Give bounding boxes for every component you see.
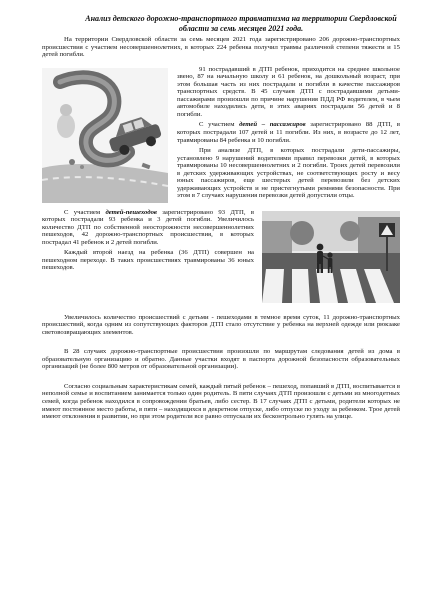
car-crash-illustration xyxy=(42,68,168,203)
emphasis-passengers: детей – пассажиров xyxy=(239,121,306,129)
spacer xyxy=(42,339,400,348)
paragraph-passengers-post: зарегистрировано 88 ДТП, в которых пострадали 107 детей и 11 погибли. Из них, в возрасте до 12 лет, травмированы 84 ребенка и 10 погибли. xyxy=(177,121,400,144)
paragraph-age-groups: 91 пострадавший в ДТП ребенок, приходится на среднее школьное звено, 87 на начальную школу и 61 ребенок, на дошкольный возраст, при этом большая часть из них пострадали и погибли в качестве пассажиров транспортных средств. В 45 случаев ДТП с пострадавшими детьми-пассажирами произошли по причине нарушения ПДД РФ водителем, в чьем автомобиле находились дети, в этих авариях пострадали 56 детей и 8 погибли. xyxy=(177,65,400,118)
paragraph-pedestrians-pre: С участием xyxy=(64,208,106,216)
spacer xyxy=(42,305,400,314)
paragraph-dark-time: Увеличилось количество происшествий с детьми - пешеходами в темное время суток, 11 дорожно-транспортных происшествий, когда одним из сопутствующих факторов ДТП стало отсутствие у ребенка на верхней одежде или рюкзаке световозвращающих элементов. xyxy=(42,313,400,336)
crosswalk-photo xyxy=(262,211,400,303)
paragraph-intro: На территории Свердловской области за семь месяцев 2021 года зарегистрировано 206 дорожно-транспортных происшествия с участием несовершеннолетних, в которых 224 ребенка получил травмы различной степени тяжести и 15 детей погибли. xyxy=(42,36,400,59)
document-page xyxy=(42,14,400,589)
paragraph-school-routes: В 28 случаях дорожно-транспортные происшествия произошли по маршрутам следования детей из дома в образовательную организацию и обратно. Данные участки входят в паспорта дорожной безопасности образовательных организаций (не более 800 метров от образовательной организации). xyxy=(42,348,400,371)
paragraph-crosswalk: Каждый второй наезд на ребенка (36 ДТП) совершен на пешеходном переходе. В таких происшествиях травмированы 36 юных пешеходов. xyxy=(42,249,254,272)
paragraph-passengers-pre: С участием xyxy=(199,121,240,129)
paragraph-family-characteristics: Согласно социальным характеристикам семей, каждый пятый ребенок – пешеход, попавший в ДТП, воспитывается в неполной семье и воспитанием занимается только один родитель. В пяти случаях ДТП произошли с детьми из многодетных семей, когда ребенок находился в сопровождении братьев, либо сестер. В 17 случаях ДТП с детьми, родители которых не имеют постоянное место работы, в пяти – находящихся в декретном отпуске, либо отпуске по уходу за ребенком. Трое детей имеют отклонения в развитии, но при этом родители все равно отпускали их бесконтрольно гулять на улице. xyxy=(42,382,400,421)
paragraph-transport-violations: При анализе ДТП, в которых пострадали дети-пассажиры, установлено 9 нарушений водителями правил перевозки детей, в которых травмированы 10 несовершеннолетних и 2 погибли. Троих детей перевозили в детских удерживающих устройствах, не соответствующих росту и весу юных пассажиров, еще шестерых детей перевозили без детских удерживающих устройств и не пристегнутыми ремнями безопасности. При этом в 7 случаях нарушения перевозки детей допустили отцы. xyxy=(177,147,400,200)
paragraph-pedestrians-post: зарегистрировано 93 ДТП, в которых пострадали 93 ребенка и 3 детей погибли. Увеличилось количество ДТП по собственной неосторожности несовершеннолетних пешеходов, 42 дорожно-транспортных происшествия, в которых пострадал 41 ребенок и 2 детей погибли. xyxy=(42,208,255,246)
spacer xyxy=(42,374,400,383)
emphasis-pedestrians: детей-пешеходов xyxy=(105,208,157,216)
document-title: Анализ детского дорожно-транспортного травматизма на территории Свердловской области за семь месяцев 2021 года. xyxy=(85,14,397,33)
